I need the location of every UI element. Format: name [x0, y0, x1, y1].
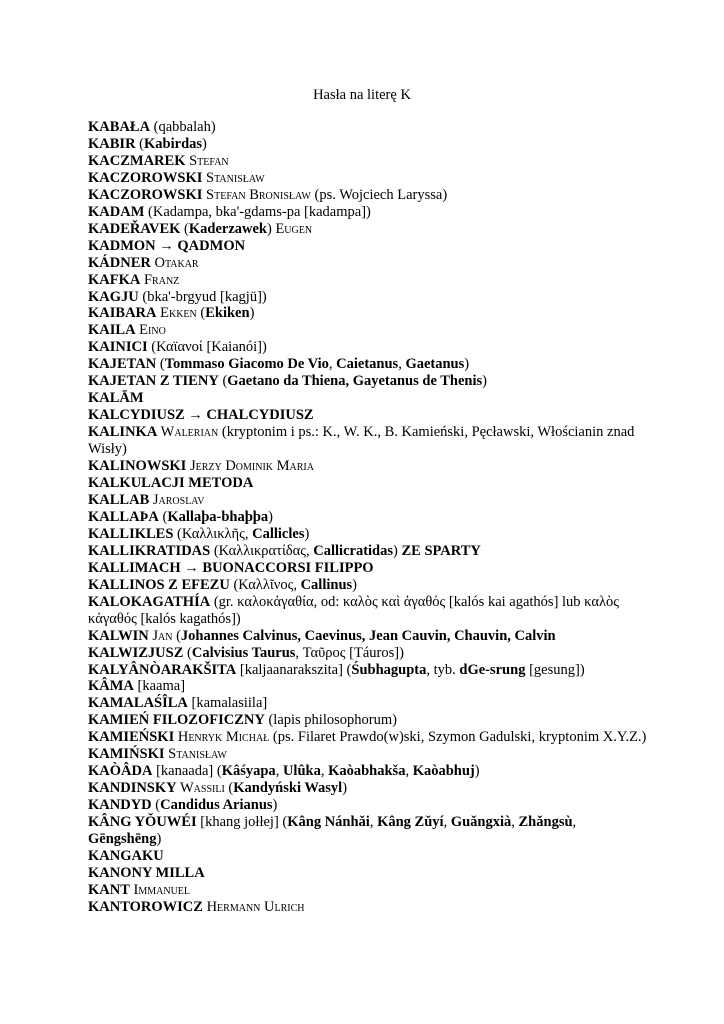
- entry-headword: Śubhagupta: [351, 661, 427, 678]
- entry-text: ,: [320, 763, 329, 780]
- entry-name: Eugen: [271, 220, 313, 237]
- entry-text: (kryptonim i ps.: K., W. K., B. Kamieński, Pęcławski, Włościanin znad Wisły): [88, 424, 635, 458]
- entry-text: (: [158, 508, 168, 525]
- entry-headword: Callinus: [300, 576, 353, 593]
- entry-item: [88, 712, 648, 729]
- entry-headword: Zhǎngsù: [518, 814, 573, 831]
- entry-text: ,: [328, 356, 337, 373]
- entry-text: (ps. Filaret Prawdo(w)ski, Szymon Gadulski, kryptonim X.Y.Z.): [269, 729, 647, 746]
- entry-name: Wassili: [176, 780, 225, 797]
- entry-item: [88, 543, 648, 560]
- entry-name: Stanisław: [202, 169, 265, 186]
- entry-headword: Callicles: [252, 525, 305, 542]
- entry-headword: KALYÂNÒARAKŠITA: [88, 661, 237, 678]
- entry-item: [88, 407, 648, 424]
- entry-name: Jerzy Dominik Maria: [186, 458, 314, 475]
- entry-item: [88, 119, 648, 136]
- entry-headword: Kabirdas: [144, 135, 203, 152]
- entry-headword: KAJETAN Z TIENY: [88, 373, 219, 390]
- entry-text: ): [249, 305, 255, 322]
- entry-text: (: [135, 135, 145, 152]
- entry-text: [kamalasiila]: [187, 695, 268, 712]
- entry-headword: KAFKA: [88, 271, 141, 288]
- entry-name: Hermann Ulrich: [202, 898, 305, 915]
- entry-name: Eino: [135, 322, 166, 339]
- entry-headword: KALWIN: [88, 627, 149, 644]
- entry-item: [88, 322, 648, 339]
- entry-headword: KABAŁA: [88, 119, 151, 135]
- entry-item: [88, 153, 648, 170]
- entry-item: [88, 136, 648, 153]
- entry-item: [88, 848, 648, 865]
- entry-headword: KALWIZJUSZ: [88, 644, 184, 661]
- entry-headword: KAMIEŃSKI: [88, 729, 175, 746]
- entry-text: ,: [511, 814, 519, 831]
- entry-headword: Kâśyapa: [221, 763, 276, 780]
- entry-headword: KADEŘAVEK: [88, 220, 181, 237]
- entry-headword: Tommaso Giacomo De Vio: [164, 356, 329, 373]
- entry-text: (gr. καλοκἀγαθία, od: καλὸς καὶ ἀγαθός [kalós kai agathós] lub καλὸς κἀγαθός [kalós kagathós]): [88, 593, 619, 627]
- entry-text: ): [304, 525, 310, 542]
- entry-text: , Ταῦρος [Táuros]): [295, 644, 404, 661]
- entry-headword: Kâng Nánhǎi: [287, 814, 370, 831]
- entry-headword: KAGJU: [88, 288, 139, 305]
- entry-headword: KANTOROWICZ: [88, 898, 203, 915]
- entry-text: ,: [405, 763, 413, 780]
- entry-text: (bka'-brgyud [kagjü]): [138, 288, 267, 305]
- entry-headword: Kaòabhuj: [412, 763, 475, 780]
- entry-text: (: [151, 797, 161, 814]
- entry-text: (lapis philosophorum): [264, 712, 397, 729]
- entry-headword: KACZOROWSKI: [88, 169, 203, 186]
- entry-name: Jaroslav: [149, 491, 205, 508]
- entry-headword: Candidus Arianus: [160, 797, 273, 814]
- entry-text: (: [196, 305, 206, 322]
- entry-name: Stefan Bronisław: [202, 186, 311, 203]
- entry-headword: KADMON → QADMON: [88, 237, 246, 254]
- entry-text: ,: [369, 814, 378, 831]
- entry-name: Henryk Michał: [174, 729, 270, 746]
- entry-headword: dGe-srung: [459, 661, 526, 678]
- entry-text: [khang jołłej] (: [196, 814, 288, 831]
- entry-list: [88, 119, 648, 916]
- entry-item: [88, 865, 648, 882]
- entry-text: (: [172, 627, 181, 644]
- entry-text: ): [268, 508, 273, 525]
- entry-text: [kanaada] (: [152, 763, 222, 780]
- entry-headword: KAINICI: [88, 339, 148, 356]
- entry-item: [88, 560, 648, 577]
- entry-headword: KAÒÂDA: [88, 763, 153, 780]
- entry-headword: KAMIEŃ FILOZOFICZNY: [88, 712, 265, 729]
- entry-item: [88, 272, 648, 289]
- entry-item: [88, 594, 648, 628]
- entry-text: (Kadampa, bka'-gdams-pa [kadampa]): [144, 203, 371, 220]
- entry-text: (: [218, 373, 228, 390]
- entry-headword: Gaetano da Thiena, Gayetanus de Thenis: [227, 373, 483, 390]
- entry-item: [88, 289, 648, 306]
- entry-headword: KALLIKRATIDAS: [88, 542, 211, 559]
- entry-item: [88, 390, 648, 407]
- entry-headword: KANONY MILLA: [88, 864, 205, 881]
- entry-headword: KALLAB: [88, 491, 150, 508]
- entry-item: [88, 305, 648, 322]
- entry-headword: KAIBARA: [88, 305, 157, 322]
- entry-headword: KAMIŃSKI: [88, 746, 165, 763]
- entry-text: ): [464, 356, 470, 373]
- entry-text: (: [156, 356, 165, 373]
- page-title: Hasła na literę K: [313, 87, 411, 103]
- entry-item: [88, 780, 648, 797]
- entry-headword: KALLIMACH → BUONACCORSI FILIPPO: [88, 559, 374, 576]
- entry-headword: KACZMAREK: [88, 152, 186, 169]
- entry-headword: Gēngshēng: [88, 831, 157, 848]
- entry-text: [kaljaanarakszita] (: [236, 661, 352, 678]
- entry-text: ): [272, 797, 278, 814]
- entry-text: (Καλλικρατίδας,: [210, 542, 314, 559]
- entry-item: [88, 899, 648, 916]
- entry-text: (qabbalah): [150, 119, 216, 135]
- entry-text: ): [352, 576, 358, 593]
- entry-headword: KALLINOS Z EFEZU: [88, 576, 230, 593]
- entry-headword: Kaòabhakša: [328, 763, 406, 780]
- entry-headword: Ulûka: [282, 763, 321, 780]
- entry-name: Ekken: [156, 305, 197, 322]
- entry-text: ): [266, 220, 272, 237]
- entry-headword: KAILA: [88, 322, 136, 339]
- entry-text: ): [393, 542, 402, 559]
- entry-item: [88, 221, 648, 238]
- entry-headword: KANGAKU: [88, 847, 164, 864]
- entry-item: [88, 356, 648, 373]
- entry-headword: KALLIKLES: [88, 525, 174, 542]
- entry-name: Jan: [148, 627, 173, 644]
- entry-text: , tyb.: [426, 661, 460, 678]
- entry-headword: Callicratidas: [313, 542, 394, 559]
- entry-item: [88, 170, 648, 187]
- entry-text: (Καϊανοί [Kaianói]): [147, 339, 267, 356]
- entry-headword: KABIR: [88, 135, 136, 152]
- entry-headword: KÂNG YǑUWÉI: [88, 814, 197, 831]
- entry-item: [88, 526, 648, 543]
- entry-item: [88, 255, 648, 272]
- entry-headword: KALINOWSKI: [88, 458, 187, 475]
- entry-item: [88, 763, 648, 780]
- entry-headword: Gaetanus: [405, 356, 465, 373]
- entry-headword: Kâng Zǔyí: [377, 814, 444, 831]
- entry-text: (Καλλικλῆς,: [173, 525, 253, 542]
- entry-headword: Kallaþa-bhaþþa: [167, 508, 269, 525]
- entry-text: (Καλλῖνος,: [229, 576, 301, 593]
- entry-item: [88, 729, 648, 746]
- entry-item: [88, 458, 648, 475]
- entry-item: [88, 695, 648, 712]
- entry-headword: KAMALAŚÎLA: [88, 695, 188, 712]
- entry-headword: Kaderzawek: [188, 220, 267, 237]
- entry-name: Immanuel: [129, 881, 191, 898]
- entry-item: [88, 238, 648, 255]
- entry-item: [88, 645, 648, 662]
- entry-item: [88, 662, 648, 679]
- entry-item: [88, 678, 648, 695]
- entry-text: ,: [443, 814, 451, 831]
- entry-item: [88, 797, 648, 814]
- entry-text: (ps. Wojciech Laryssa): [310, 186, 448, 203]
- entry-item: [88, 475, 648, 492]
- entry-text: ): [156, 831, 162, 848]
- entry-text: (: [224, 780, 234, 797]
- entry-headword: KÁDNER: [88, 254, 151, 271]
- entry-headword: KALKULACJI METODA: [88, 475, 254, 492]
- entry-headword: Guǎngxià: [450, 814, 512, 831]
- entry-headword: ZE SPARTY: [401, 542, 481, 559]
- entry-headword: KALĀM: [88, 390, 144, 407]
- entry-item: [88, 204, 648, 221]
- entry-name: Walerian: [157, 424, 219, 441]
- entry-item: [88, 814, 648, 848]
- entry-item: [88, 628, 648, 645]
- entry-headword: KALLAÞA: [88, 508, 159, 525]
- entry-item: [88, 187, 648, 204]
- entry-text: ): [202, 135, 207, 152]
- entry-headword: KÂMA: [88, 678, 134, 695]
- entry-item: [88, 509, 648, 526]
- entry-headword: Johannes Calvinus, Caevinus, Jean Cauvin, Chauvin, Calvin: [180, 627, 556, 644]
- entry-text: (: [180, 220, 189, 237]
- entry-item: [88, 577, 648, 594]
- entry-headword: KANDINSKY: [88, 780, 177, 797]
- entry-text: [kaama]: [133, 678, 186, 695]
- entry-text: ,: [275, 763, 283, 780]
- entry-headword: KANDYD: [88, 797, 152, 814]
- entry-name: Otakar: [150, 254, 199, 271]
- entry-text: (: [183, 644, 192, 661]
- entry-headword: Ekiken: [205, 305, 250, 322]
- entry-item: [88, 882, 648, 899]
- entry-text: ): [474, 763, 480, 780]
- entry-item: [88, 492, 648, 509]
- entry-text: ,: [398, 356, 406, 373]
- entry-headword: KACZOROWSKI: [88, 186, 203, 203]
- entry-text: ): [342, 780, 348, 797]
- entry-headword: Calvisius Taurus: [191, 644, 296, 661]
- entry-item: [88, 373, 648, 390]
- entry-headword: KALOKAGATHÍA: [88, 593, 211, 610]
- entry-headword: Kandyński Wasyl: [233, 780, 343, 797]
- entry-text: [gesung]): [525, 661, 585, 678]
- entry-name: Stefan: [185, 152, 229, 169]
- entry-name: Franz: [140, 271, 180, 288]
- entry-name: Stanisław: [164, 746, 227, 763]
- entry-headword: KADAM: [88, 203, 145, 220]
- entry-text: ,: [572, 814, 577, 831]
- entry-headword: Caietanus: [336, 356, 399, 373]
- entry-item: [88, 746, 648, 763]
- entry-headword: KALCYDIUSZ → CHALCYDIUSZ: [88, 407, 314, 424]
- entry-headword: KANT: [88, 881, 130, 898]
- entry-item: [88, 424, 648, 458]
- entry-headword: KAJETAN: [88, 356, 157, 373]
- entry-item: [88, 339, 648, 356]
- entry-text: ): [482, 373, 488, 390]
- entry-headword: KALINKA: [88, 424, 158, 441]
